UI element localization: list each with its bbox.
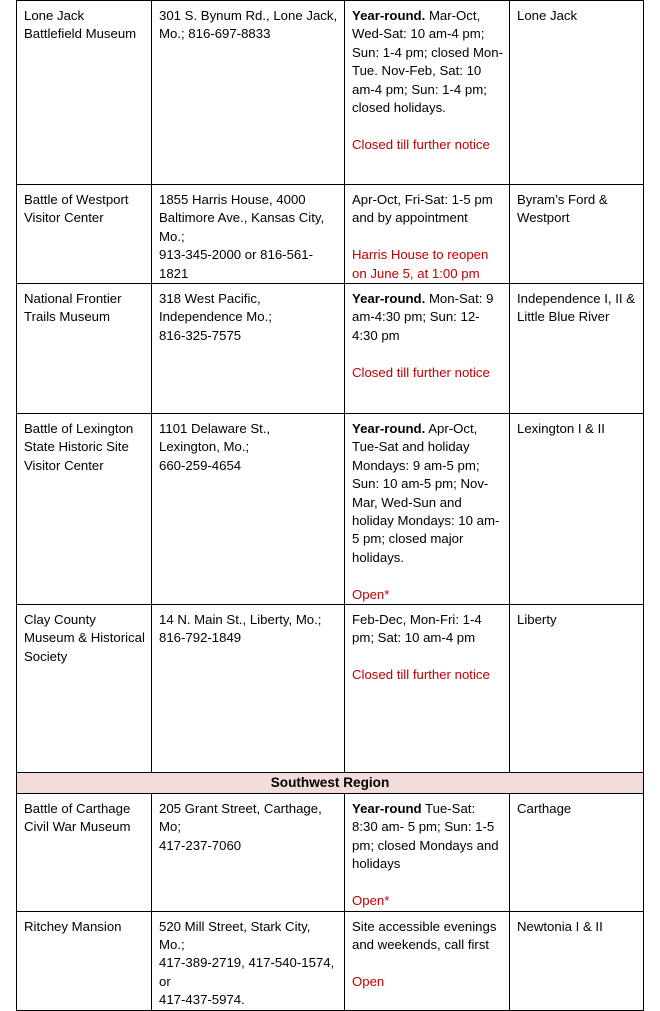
hours-text: Mon-Sat: 9 am-4:30 pm; Sun: 12-4:30 pm	[352, 291, 494, 343]
address-line: 1101 Delaware St.,	[159, 421, 271, 437]
museum-name: Clay County Museum & Historical Society	[24, 612, 145, 664]
address-line: 205 Grant Street, Carthage, Mo;	[159, 801, 322, 835]
battlefield-sites-cell	[510, 605, 644, 773]
address-cell	[152, 794, 345, 911]
hours-emphasis: Year-round.	[352, 8, 426, 23]
address-cell	[152, 185, 345, 284]
status-text: Open*	[352, 893, 390, 909]
address-line: 816-792-1849	[159, 630, 242, 646]
hours-cell	[345, 185, 510, 284]
museum-name-cell	[17, 911, 152, 1010]
hours-cell	[345, 284, 510, 414]
table-row	[17, 185, 644, 284]
table-row	[17, 284, 644, 414]
museum-name-cell	[17, 1, 152, 185]
museum-name: Lone Jack Battlefield Museum	[24, 8, 137, 42]
battlefield-sites: Liberty	[517, 612, 557, 628]
page	[16, 0, 643, 1011]
museum-name-cell	[17, 185, 152, 284]
battlefield-sites-cell	[510, 911, 644, 1010]
hours-cell	[345, 414, 510, 605]
hours-cell	[345, 605, 510, 773]
address-cell	[152, 911, 345, 1010]
battlefield-sites: Newtonia I & II	[517, 918, 603, 934]
hours-cell	[345, 794, 510, 911]
address-line: 913-345-2000 or 816-561-1821	[159, 247, 313, 281]
battlefield-sites-cell	[510, 185, 644, 284]
hours-text: Site accessible evenings and weekends, call first	[352, 918, 497, 952]
museum-name-cell	[17, 794, 152, 911]
address-line: 660-259-4654	[159, 457, 242, 473]
battlefield-sites-cell	[510, 414, 644, 605]
hours-text: Apr-Oct, Fri-Sat: 1-5 pm and by appointment	[352, 192, 493, 226]
table-row	[17, 911, 644, 1010]
battlefield-sites-cell	[510, 1, 644, 185]
status-text: Closed till further notice	[352, 364, 490, 380]
battlefield-sites: Byram’s Ford & Westport	[517, 192, 608, 226]
museum-name-cell	[17, 284, 152, 414]
museum-name-cell	[17, 414, 152, 605]
museum-name: Ritchey Mansion	[24, 918, 122, 934]
table-row	[17, 1, 644, 185]
museum-name-cell	[17, 605, 152, 773]
address-line: 520 Mill Street, Stark City, Mo.;	[159, 918, 311, 952]
battlefield-sites-cell	[510, 284, 644, 414]
status-text: Open*	[352, 586, 390, 602]
address-line: 417-389-2719, 417-540-1574, or	[159, 955, 335, 989]
address-line: 816-325-7575	[159, 327, 242, 343]
address-line: 301 S. Bynum Rd., Lone Jack, Mo.; 816-697-8833	[159, 8, 338, 42]
hours-cell	[345, 1, 510, 185]
table-row	[17, 794, 644, 911]
status-text: Harris House to reopen on June 5, at 1:00 pm	[352, 247, 489, 281]
hours-cell	[345, 911, 510, 1010]
battlefield-sites: Carthage	[517, 801, 572, 817]
status-text: Open	[352, 973, 385, 989]
battlefield-sites-cell	[510, 794, 644, 911]
region-header: Southwest Region	[17, 773, 644, 794]
hours-text: Tue-Sat: 8:30 am- 5 pm; Sun: 1-5 pm; closed Mondays and holidays	[352, 801, 499, 872]
museum-name: Battle of Carthage Civil War Museum	[24, 801, 131, 835]
museum-name: Battle of Westport Visitor Center	[24, 192, 129, 226]
address-line: Lexington, Mo.;	[159, 439, 250, 455]
address-cell	[152, 605, 345, 773]
table-row	[17, 605, 644, 773]
address-cell	[152, 284, 345, 414]
region-header-row	[17, 773, 644, 794]
status-text: Closed till further notice	[352, 136, 490, 152]
museum-name: Battle of Lexington State Historic Site Visitor Center	[24, 421, 134, 473]
battlefield-sites: Lone Jack	[517, 8, 578, 23]
address-line: 318 West Pacific, Independence Mo.;	[159, 291, 272, 325]
address-line: 417-237-7060	[159, 837, 242, 853]
museum-table	[16, 0, 644, 1011]
battlefield-sites: Independence I, II & Little Blue River	[517, 291, 636, 325]
battlefield-sites: Lexington I & II	[517, 421, 605, 437]
address-line: 14 N. Main St., Liberty, Mo.;	[159, 612, 322, 628]
hours-text: Apr-Oct, Tue-Sat and holiday Mondays: 9 am-5 pm; Sun: 10 am-5 pm; Nov-Mar, Wed-Sun and holiday Mondays: 10 am-5 pm; closed major holidays.	[352, 421, 500, 565]
hours-text: Mar-Oct, Wed-Sat: 10 am-4 pm; Sun: 1-4 pm; closed Mon-Tue. Nov-Feb, Sat: 10 am-4 pm; Sun: 1-4 pm; closed holidays.	[352, 8, 503, 116]
museum-name: National Frontier Trails Museum	[24, 291, 122, 325]
hours-text: Feb-Dec, Mon-Fri: 1-4 pm; Sat: 10 am-4 pm	[352, 612, 482, 646]
hours-emphasis: Year-round	[352, 801, 422, 817]
address-cell	[152, 1, 345, 185]
address-line: 417-437-5974.	[159, 992, 245, 1008]
table-row	[17, 414, 644, 605]
hours-emphasis: Year-round.	[352, 291, 426, 307]
hours-emphasis: Year-round.	[352, 421, 426, 437]
address-line: 1855 Harris House, 4000 Baltimore Ave., Kansas City, Mo.;	[159, 192, 325, 244]
status-text: Closed till further notice	[352, 667, 490, 683]
address-cell	[152, 414, 345, 605]
